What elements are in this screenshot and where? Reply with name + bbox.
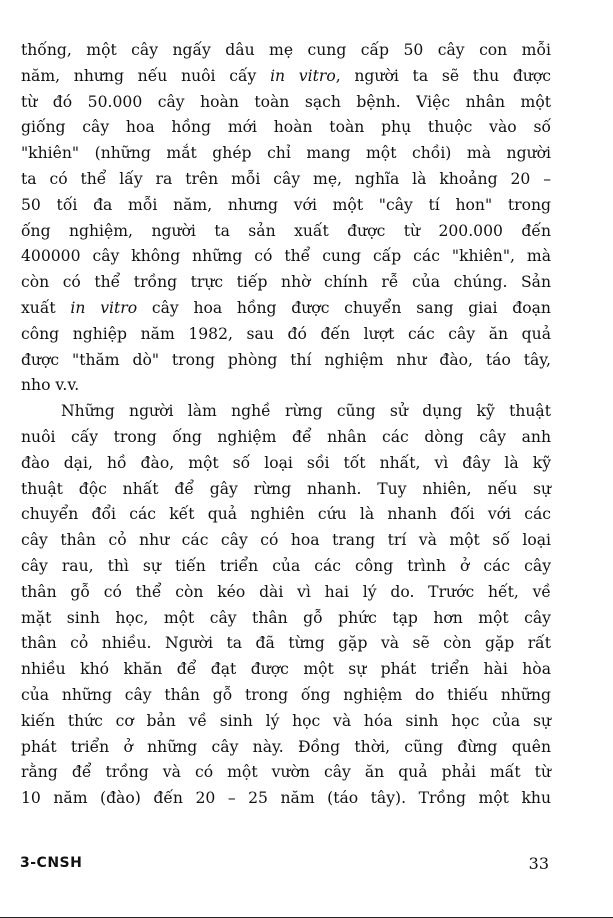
text-line: cây rau, thì sự tiến triển của các công trình ở các cây — [21, 556, 551, 575]
text-line: rằng để trồng và có một vườn cây ăn quả phải mất từ — [21, 763, 551, 782]
body-text — [21, 38, 551, 812]
text-line: năm, nhưng nếu nuôi cấy in vitro, người ta sẽ thu được — [21, 66, 551, 85]
text-line: 50 tối đa mỗi năm, nhưng với một "cây tí hon" trong — [21, 195, 551, 214]
text-line: ta có thể lấy ra trên mỗi cây mẹ, nghĩa là khoảng 20 – — [21, 169, 551, 188]
text-line: nhiều khó khăn để đạt được một sự phát triển hài hòa — [21, 660, 551, 679]
text-line: 400000 cây không những có thể cung cấp các "khiên", mà — [21, 247, 551, 266]
text-line: đào dại, hồ đào, một số loại sồi tốt nhất, vì đây là kỹ — [21, 453, 551, 472]
text-line: mặt sinh học, một cây thân gỗ phức tạp hơn một cây — [21, 608, 551, 627]
text-line: từ đó 50.000 cây hoàn toàn sạch bệnh. Việc nhân một — [21, 92, 551, 111]
text-line: nuôi cấy trong ống nghiệm để nhân các dòng cây anh — [21, 427, 551, 446]
text-line: cây thân cỏ như các cây có hoa trang trí và một số loại — [21, 531, 551, 550]
paragraph-2 — [21, 399, 551, 812]
page-number: 33 — [528, 854, 549, 873]
latin-term: in vitro — [270, 66, 336, 85]
text-line: thân gỗ có thể còn kéo dài vì hai lý do. Trước hết, về — [21, 582, 551, 601]
text-line: còn có thể trồng trực tiếp nhờ chính rễ của chúng. Sản — [21, 273, 551, 292]
paragraph-1 — [21, 38, 551, 399]
text-line: Những người làm nghề rừng cũng sử dụng kỹ thuật — [61, 402, 551, 421]
text-line: của những cây thân gỗ trong ống nghiệm do thiếu những — [21, 685, 551, 704]
text-line: "khiên" (những mắt ghép chỉ mang một chồi) mà người — [21, 144, 551, 163]
latin-term: in vitro — [70, 298, 138, 317]
text-line: chuyển đổi các kết quả nghiên cứu là nhanh đối với các — [21, 505, 551, 524]
text-line: được "thăm dò" trong phòng thí nghiệm như đào, táo tây, — [21, 350, 551, 369]
text-line: thuật độc nhất để gây rừng nhanh. Tuy nhiên, nếu sự — [21, 479, 551, 498]
text-line: thân cỏ nhiều. Người ta đã từng gặp và sẽ còn gặp rất — [21, 634, 551, 653]
text-line: nho v.v. — [21, 376, 80, 395]
text-line: giống cây hoa hồng mới hoàn toàn phụ thuộc vào số — [21, 118, 551, 137]
text-line: kiến thức cơ bản về sinh lý học và hóa sinh học của sự — [21, 711, 551, 730]
text-line: xuất in vitro cây hoa hồng được chuyển sang giai đoạn — [21, 298, 551, 317]
text-line: 10 năm (đào) đến 20 – 25 năm (táo tây). Trồng một khu — [21, 789, 551, 808]
text-line: ống nghiệm, người ta sản xuất được từ 200.000 đến — [21, 221, 551, 240]
text-line: phát triển ở những cây này. Đồng thời, cũng đừng quên — [21, 737, 551, 756]
text-line: công nghiệp năm 1982, sau đó đến lượt các cây ăn quả — [21, 324, 551, 343]
chapter-mark: 3-CNSH — [20, 855, 83, 871]
text-line: thống, một cây ngấy dâu mẹ cung cấp 50 cây con mỗi — [21, 41, 551, 59]
